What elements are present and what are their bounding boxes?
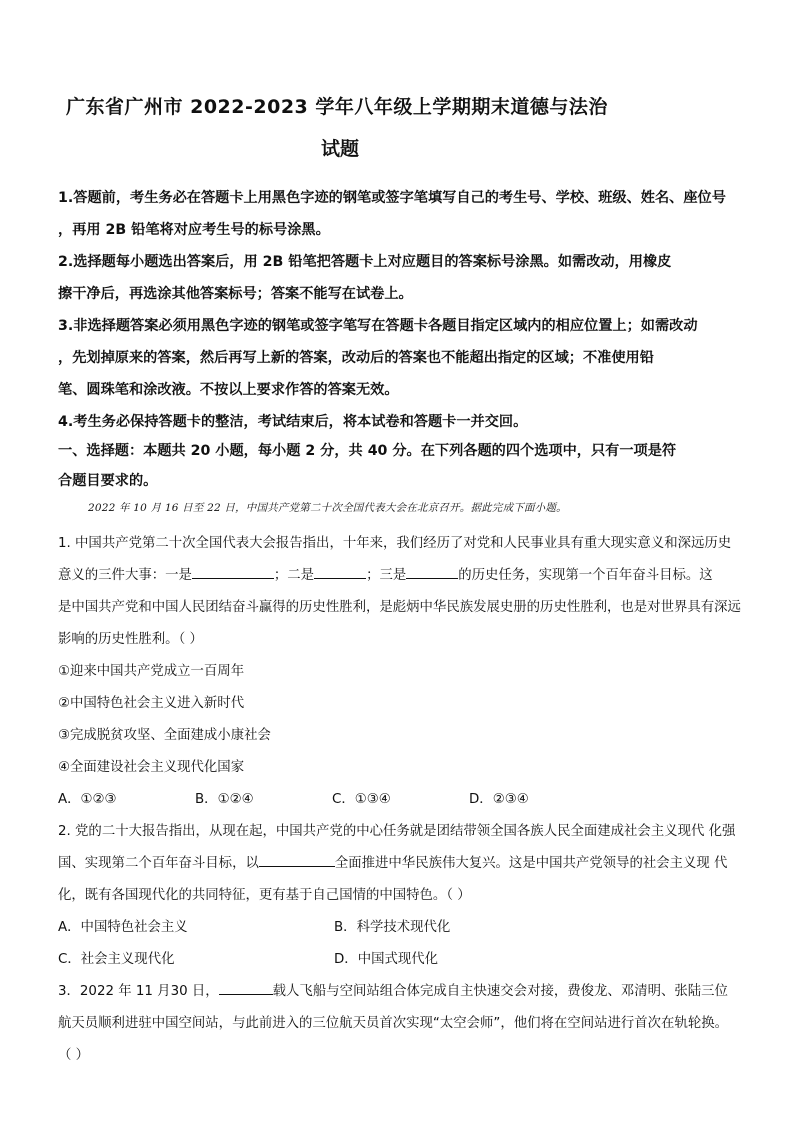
question-text: 是中国共产党和中国人民团结奋斗赢得的历史性胜利，是彪炳中华民族发展史册的历史性胜利，也是对世界具有深远 — [58, 600, 741, 615]
instruction-line: 4.考生务必保持答题卡的整洁，考试结束后，将本试卷和答题卡一并交回。 — [58, 414, 528, 430]
option-c: C．社会主义现代化 — [58, 952, 175, 967]
option-b: B．①②④ — [195, 792, 254, 807]
choice-item: ②中国特色社会主义进入新时代 — [58, 696, 245, 711]
answer-options — [58, 912, 748, 944]
instruction-line: 3.非选择题答案必须用黑色字迹的钢笔或签字笔写在答题卡各题目指定区域内的相应位置上；如需改动 — [58, 318, 698, 334]
instruction-line: 1.答题前，考生务必在答题卡上用黑色字迹的钢笔或签字笔填写自己的考生号、学校、班级、姓名、座位号 — [58, 190, 726, 206]
question-text: 意义的三件大事：一是 ；二是 ；三是 的历史任务，实现第一个百年奋斗目标。这 — [58, 560, 748, 592]
option-d: D．②③④ — [469, 792, 529, 807]
instruction-line: 笔、圆珠笔和涂改液。不按以上要求作答的答案无效。 — [58, 382, 399, 398]
answer-blank — [406, 564, 458, 579]
question-text: 航天员顺利进驻中国空间站，与此前进入的三位航天员首次实现“太空会师”，他们将在空间站进行首次在轨轮换。 — [58, 1016, 729, 1031]
instruction-line: 擦干净后，再选涂其他答案标号；答案不能写在试卷上。 — [58, 286, 413, 302]
question-text: 2. 党的二十大报告指出，从现在起，中国共产党的中心任务就是团结带领全国各族人民全面建成社会主义现代 化强 — [58, 824, 736, 839]
page-title: 广东省广州市 2022-2023 学年八年级上学期期末道德与法治 — [66, 96, 608, 118]
section-heading-line: 一、选择题：本题共 20 小题，每小题 2 分，共 40 分。在下列各题的四个选项中，只有一项是符 — [58, 443, 677, 459]
instruction-line: 2.选择题每小题选出答案后，用 2B 铅笔把答题卡上对应题目的答案标号涂黑。如需改动，用橡皮 — [58, 254, 672, 270]
instruction-line: ，再用 2B 铅笔将对应考生号的标号涂黑。 — [58, 222, 330, 238]
instruction-line: ，先划掉原来的答案，然后再写上新的答案，改动后的答案也不能超出指定的区域；不准使用铅 — [58, 350, 654, 366]
question-text: 影响的历史性胜利。（ ） — [58, 632, 203, 647]
choice-item: ③完成脱贫攻坚、全面建成小康社会 — [58, 728, 271, 743]
option-a: A．①②③ — [58, 792, 117, 807]
answer-blank — [219, 980, 273, 995]
answer-blank — [259, 852, 335, 867]
question-1 — [58, 528, 748, 816]
page-title-continued: 试题 — [320, 138, 359, 160]
section-heading — [58, 436, 748, 496]
question-2 — [58, 816, 748, 976]
question-text: 3．2022 年 11 月30 日， 载人飞船与空间站组合体完成自主快速交会对接，费俊龙、邓清明、张陆三位 — [58, 976, 748, 1008]
answer-blank — [314, 564, 366, 579]
option-b: B．科学技术现代化 — [334, 920, 451, 935]
option-a: A．中国特色社会主义 — [58, 920, 188, 935]
question-stem: 2022 年 10 月 16 日至 22 日，中国共产党第二十次全国代表大会在北京召开。据此完成下面小题。 — [88, 502, 567, 514]
answer-blank — [192, 564, 274, 579]
choice-item: ④全面建设社会主义现代化国家 — [58, 760, 245, 775]
question-3 — [58, 976, 748, 1072]
question-text: 1. 中国共产党第二十次全国代表大会报告指出，十年来，我们经历了对党和人民事业具有重大现实意义和深远历史 — [58, 536, 732, 551]
choice-item: ①迎来中国共产党成立一百周年 — [58, 664, 245, 679]
option-d: D．中国式现代化 — [334, 952, 439, 967]
answer-options — [58, 944, 748, 976]
question-text: 化，既有各国现代化的共同特征，更有基于自己国情的中国特色。（ ） — [58, 888, 471, 903]
option-c: C．①③④ — [332, 792, 391, 807]
question-text: （ ） — [58, 1048, 90, 1063]
question-text: 国、实现第二个百年奋斗目标，以 全面推进中华民族伟大复兴。这是中国共产党领导的社会主义现 代 — [58, 848, 748, 880]
exam-instructions — [58, 182, 748, 438]
answer-options — [58, 784, 748, 816]
section-heading-line: 合题目要求的。 — [58, 473, 158, 489]
